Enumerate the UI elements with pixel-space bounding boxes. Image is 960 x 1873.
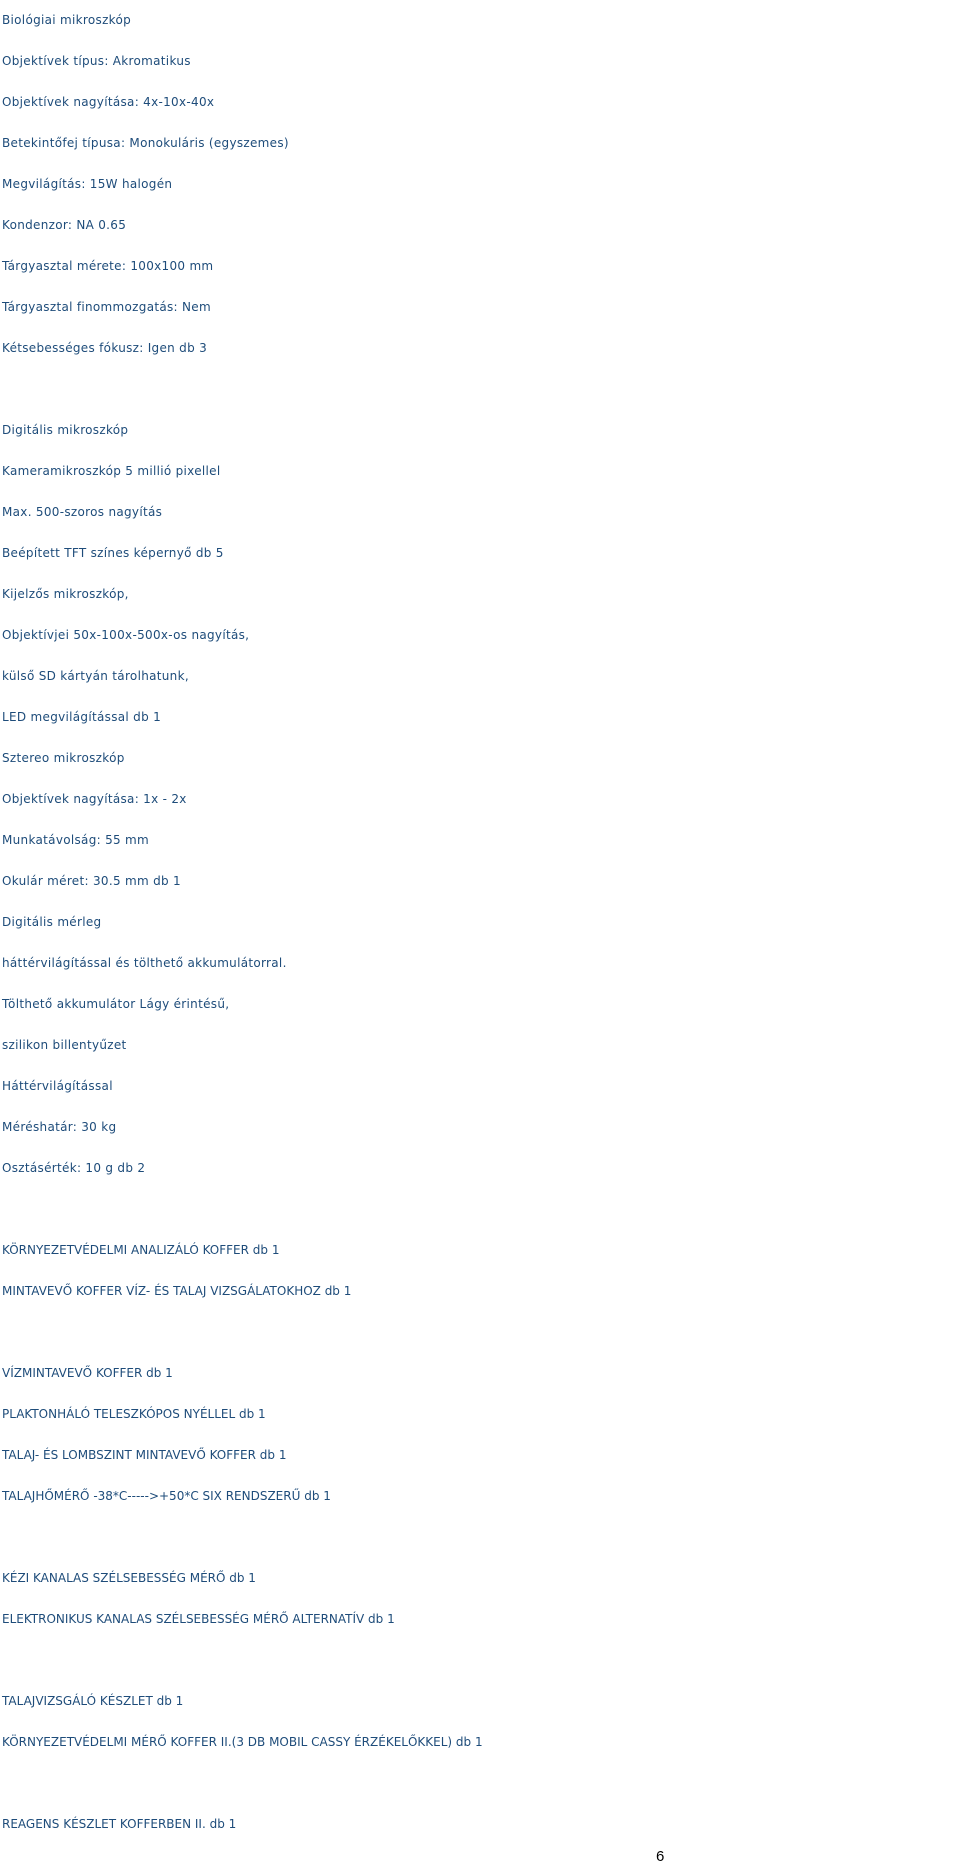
- text-line: ELEKTRONIKUS KANALAS SZÉLSEBESSÉG MÉRŐ ALTERNATÍV db 1: [2, 1612, 395, 1626]
- text-line: VÍZMINTAVEVŐ KOFFER db 1: [2, 1366, 173, 1380]
- text-line: REAGENS KÉSZLET KOFFERBEN II. db 1: [2, 1817, 237, 1831]
- text-line: MINTAVEVŐ KOFFER VÍZ- ÉS TALAJ VIZSGÁLATOKHOZ db 1: [2, 1284, 352, 1298]
- text-line: TALAJ- ÉS LOMBSZINT MINTAVEVŐ KOFFER db 1: [2, 1448, 287, 1462]
- text-line: Tárgyasztal finommozgatás: Nem: [2, 300, 211, 314]
- text-line: Max. 500-szoros nagyítás: [2, 505, 163, 519]
- text-line: Objektívjei 50x-100x-500x-os nagyítás,: [2, 628, 250, 642]
- text-line: külső SD kártyán tárolhatunk,: [2, 669, 189, 683]
- text-line: Objektívek típus: Akromatikus: [2, 54, 191, 68]
- text-line: TALAJHŐMÉRŐ -38*C----->+50*C SIX RENDSZERŰ db 1: [2, 1489, 331, 1503]
- text-line: Megvilágítás: 15W halogén: [2, 177, 173, 191]
- spacer: [2, 369, 957, 410]
- text-line: Osztásérték: 10 g db 2: [2, 1161, 146, 1175]
- text-line: Objektívek nagyítása: 4x-10x-40x: [2, 95, 215, 109]
- spacer: [2, 1312, 957, 1353]
- text-line: Kétsebességes fókusz: Igen db 3: [2, 341, 208, 355]
- text-line: Tölthető akkumulátor Lágy érintésű,: [2, 997, 230, 1011]
- text-line: Beépített TFT színes képernyő db 5: [2, 546, 224, 560]
- text-line: Okulár méret: 30.5 mm db 1: [2, 874, 181, 888]
- text-line: Digitális mikroszkóp: [2, 423, 129, 437]
- spacer: [2, 1640, 957, 1681]
- text-line: Háttérvilágítással: [2, 1079, 113, 1093]
- text-line: háttérvilágítással és tölthető akkumulátorral.: [2, 956, 287, 970]
- text-line: Tárgyasztal mérete: 100x100 mm: [2, 259, 214, 273]
- text-line: KÖRNYEZETVÉDELMI MÉRŐ KOFFER II.(3 DB MOBIL CASSY ÉRZÉKELŐKKEL) db 1: [2, 1735, 483, 1749]
- document-body: [2, 0, 957, 1845]
- text-line: Betekintőfej típusa: Monokuláris (egyszemes): [2, 136, 289, 150]
- page-number: 6: [656, 1848, 665, 1865]
- text-line: Munkatávolság: 55 mm: [2, 833, 150, 847]
- text-line: Kondenzor: NA 0.65: [2, 218, 127, 232]
- text-line: LED megvilágítással db 1: [2, 710, 162, 724]
- text-line: Digitális mérleg: [2, 915, 102, 929]
- text-line: TALAJVIZSGÁLÓ KÉSZLET db 1: [2, 1694, 184, 1708]
- text-line: Sztereo mikroszkóp: [2, 751, 125, 765]
- text-line: Objektívek nagyítása: 1x - 2x: [2, 792, 187, 806]
- text-line: Kijelzős mikroszkóp,: [2, 587, 129, 601]
- text-line: PLAKTONHÁLÓ TELESZKÓPOS NYÉLLEL db 1: [2, 1407, 266, 1421]
- spacer: [2, 1763, 957, 1804]
- text-line: KÉZI KANALAS SZÉLSEBESSÉG MÉRŐ db 1: [2, 1571, 256, 1585]
- text-line: Méréshatár: 30 kg: [2, 1120, 117, 1134]
- spacer: [2, 1189, 957, 1230]
- text-line: Kameramikroszkóp 5 millió pixellel: [2, 464, 221, 478]
- spacer: [2, 1517, 957, 1558]
- text-line: szilikon billentyűzet: [2, 1038, 127, 1052]
- text-line: KÖRNYEZETVÉDELMI ANALIZÁLÓ KOFFER db 1: [2, 1243, 280, 1257]
- text-line: Biológiai mikroszkóp: [2, 13, 132, 27]
